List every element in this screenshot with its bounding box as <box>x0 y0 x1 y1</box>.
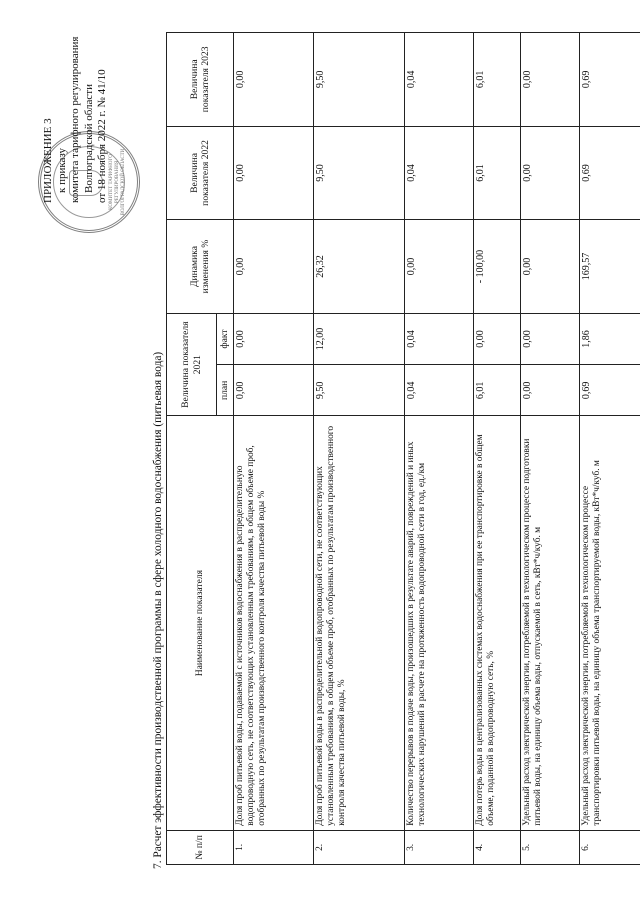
row-name: Доля проб питьевой воды в распределительной водопроводной сети, не соответствующих установленным требованиям, в общем объеме проб, отобранных по результатам производственного контроля качества питьевой воды, % <box>314 416 405 830</box>
row-dynamics: 0,00 <box>521 220 580 314</box>
row-name: Доля проб питьевой воды, подаваемой с источников водоснабжения в распределительную водопроводную сеть, не соответствующих установленным требованиям, в общем объеме проб, отобранных по результатам производственного контроля качества питьевой воды % <box>234 416 314 830</box>
row-name: Удельный расход электрической энергии, потребляемой в технологическом процессе транспортировки питьевой воды, на единицу объема транспортируемой воды, кВт*ч/куб. м <box>580 416 640 830</box>
row-fact: 12,00 <box>314 313 405 364</box>
row-value-2023: 0,00 <box>521 33 580 127</box>
row-plan: 9,50 <box>314 365 405 416</box>
row-value-2023: 6,01 <box>474 33 521 127</box>
row-dynamics: 0,00 <box>405 220 474 314</box>
header-fact: факт <box>217 313 234 364</box>
row-value-2023: 9,50 <box>314 33 405 127</box>
row-name: Доля потерь воды в централизованных системах водоснабжения при ее транспортировке в общем объеме, поданной в водопроводную сеть, % <box>474 416 521 830</box>
table-header-row <box>167 33 217 865</box>
appendix-line-4: от 18 ноября 2022 г. № 41/10 <box>96 69 109 203</box>
row-value-2023: 0,00 <box>234 33 314 127</box>
seal-text: КОМИТЕТ ТАРИФНОГО РЕГУЛИРОВАНИЯ ВОЛГОГРАДСКОЙ ОБЛАСТИ <box>109 148 126 216</box>
row-num: 6. <box>580 830 640 864</box>
appendix-line-1: к приказу <box>55 147 68 193</box>
row-dynamics: 169,57 <box>580 220 640 314</box>
appendix-title: ПРИЛОЖЕНИЕ 3 <box>42 118 54 203</box>
row-dynamics: 0,00 <box>234 220 314 314</box>
table-row <box>314 33 405 865</box>
header-name: Наименование показателя <box>167 416 234 830</box>
row-num: 3. <box>405 830 474 864</box>
header-num: № п/п <box>167 830 234 864</box>
row-name: Удельный расход электрической энергии, потребляемой в технологическом процессе подготовки питьевой воды, на единицу объема воды, отпускаемой в сеть, кВт*ч/куб. м <box>521 416 580 830</box>
row-num: 1. <box>234 830 314 864</box>
efficiency-table <box>166 32 640 865</box>
row-fact: 0,04 <box>405 313 474 364</box>
row-plan: 0,69 <box>580 365 640 416</box>
row-num: 4. <box>474 830 521 864</box>
row-num: 2. <box>314 830 405 864</box>
row-fact: 0,00 <box>474 313 521 364</box>
row-plan: 0,00 <box>521 365 580 416</box>
row-plan: 0,04 <box>405 365 474 416</box>
header-value-2022: Величина показателя 2022 <box>167 126 234 220</box>
row-name: Количество перерывов в подаче воды, произошедших в результате аварий, повреждений и иных технологических нарушений в расчете на протяженность водопроводной сети в год, ед./км <box>405 416 474 830</box>
row-fact: 0,00 <box>521 313 580 364</box>
row-plan: 6,01 <box>474 365 521 416</box>
row-fact: 1,86 <box>580 313 640 364</box>
row-value-2022: 6,01 <box>474 126 521 220</box>
table-row <box>474 33 521 865</box>
row-value-2023: 0,69 <box>580 33 640 127</box>
header-plan: план <box>217 365 234 416</box>
header-value-2023: Величина показателя 2023 <box>167 33 234 127</box>
table-caption: 7. Расчет эффективности производственной программы в сфере холодного водоснабжения (питьевая вода) <box>152 351 164 869</box>
table-row <box>580 33 640 865</box>
row-dynamics: - 100,00 <box>474 220 521 314</box>
header-dynamics: Динамика изменения % <box>167 220 234 314</box>
row-fact: 0,00 <box>234 313 314 364</box>
row-dynamics: 26,32 <box>314 220 405 314</box>
row-num: 5. <box>521 830 580 864</box>
table-row <box>405 33 474 865</box>
row-value-2022: 0,04 <box>405 126 474 220</box>
row-value-2022: 0,69 <box>580 126 640 220</box>
row-value-2022: 0,00 <box>521 126 580 220</box>
appendix-line-3: Волгоградской области <box>82 84 95 193</box>
appendix-header <box>42 15 110 215</box>
row-value-2023: 0,04 <box>405 33 474 127</box>
table-row <box>521 33 580 865</box>
header-value-2021: Величина показателя 2021 <box>167 313 217 416</box>
row-plan: 0,00 <box>234 365 314 416</box>
row-value-2022: 0,00 <box>234 126 314 220</box>
appendix-line-2: комитета тарифного регулирования <box>69 36 82 203</box>
row-value-2022: 9,50 <box>314 126 405 220</box>
table-row <box>234 33 314 865</box>
